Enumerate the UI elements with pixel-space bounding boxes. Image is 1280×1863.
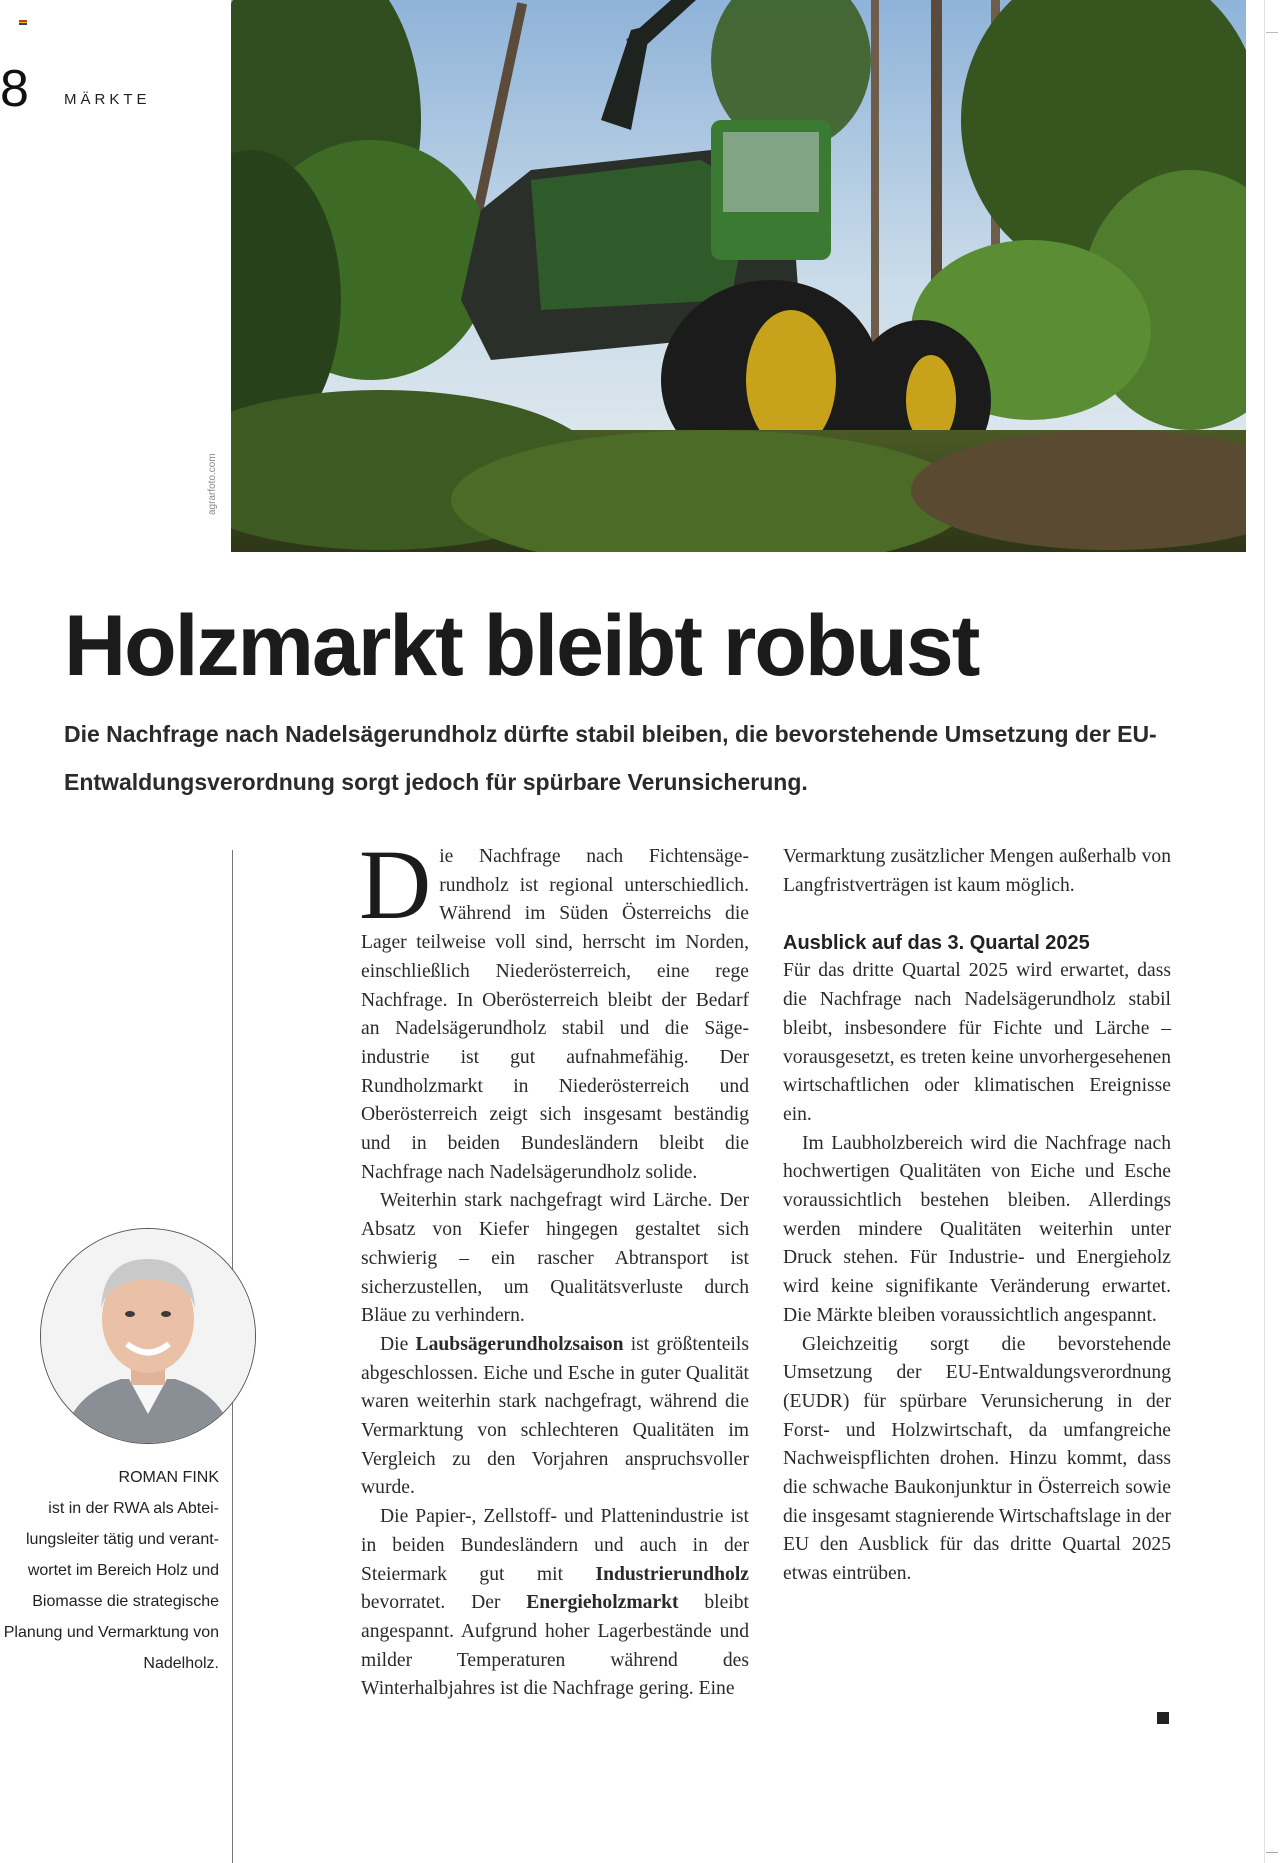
page-number: 8 (0, 60, 29, 118)
article-column-2 (783, 843, 1171, 1589)
drop-cap: D (359, 829, 432, 940)
article-paragraph: Die Laubsägerundholzsaison ist größtenteils abgeschlossen. Eiche und Esche in guter Qualität waren weiterhin stark nachgefragt, während die Vermarktung von schlechteren Qualitäten im Vergleich zu den Vorjahren anspruchsvoller wurde. (361, 1333, 749, 1499)
page-edge (1264, 0, 1265, 1863)
article-paragraph: Die Papier-, Zellstoff- und Plattenindustrie ist in beiden Bundesländern und auch in der Steiermark gut mit Industrierundholz bevorratet. Der Energieholzmarkt bleibt angespannt. Aufgrund hoher Lagerbestände und milder Temperaturen während des Winterhalbjahres ist die Nachfrage gering. Eine (361, 1506, 749, 1700)
author-name: ROMAN FINK (118, 1469, 219, 1486)
flag-icon (19, 20, 27, 25)
article-column-1 (359, 829, 749, 1704)
section-label: MÄRKTE (64, 91, 151, 108)
person-avatar-icon (41, 1229, 255, 1443)
article-paragraph: Gleichzeitig sorgt die bevorstehende Umsetzung der EU-Entwaldungsverordnung (EUDR) für spürbare Verunsicherung in der Forst- und Holzwirtschaft, da umfangreiche Nachweispflichten drohen. Hinzu kommt, dass die schwache Baukonjunktur in Österreich sowie die insgesamt stagnierende Wirtschaftslage in der EU den Ausblick für das dritte Quartal 2025 etwas eintrüben. (783, 1333, 1171, 1585)
photo-credit: agrarfoto.com (207, 453, 218, 515)
section-subhead: Ausblick auf das 3. Quartal 2025 (783, 932, 1090, 955)
hero-image (231, 0, 1246, 552)
article-paragraph: Weiterhin stark nachgefragt wird Lärche. Der Absatz von Kiefer hingegen gestaltet sich schwierig – ein rascher Abtransport ist sicherzustellen, um Qualitätsverluste durch Bläue zu verhindern. (361, 1190, 749, 1327)
end-of-article-icon (1157, 1712, 1169, 1724)
article-headline: Holzmarkt bleibt robust (64, 598, 979, 694)
author-description: ist in der RWA als Abteilungsleiter tätig und verantwortet im Bereich Holz und Biomasse die strategische Planung und Vermarktung von Nadelholz. (3, 1500, 219, 1672)
author-bio (0, 1462, 219, 1679)
crop-mark (1266, 1852, 1278, 1853)
forestry-harvester-image (231, 0, 1246, 552)
author-portrait (40, 1228, 256, 1444)
article-lead: Die Nachfrage nach Nadelsägerundholz dürfte stabil bleiben, die bevorstehende Umsetzung der EU-Entwaldungsverordnung sorgt jedoch für spürbare Verunsicherung. (64, 721, 1157, 795)
article-paragraph: Für das dritte Quartal 2025 wird erwartet, dass die Nachfrage nach Nadelsägerundholz stabil bleibt, insbesondere für Fichte und Lärche – vorausgesetzt, es treten keine unvorhergesehenen wirtschaftlichen oder klimatischen Ereignisse ein. (783, 960, 1171, 1125)
article-paragraph: Im Laubholzbereich wird die Nachfrage nach hochwertigen Qualitäten von Eiche und Esche voraussichtlich bestehen bleiben. Allerdings werden mindere Qualitäten weiterhin unter Druck stehen. Für Industrie- und Energieholz wird keine signifikante Veränderung erwartet. Die Märkte bleiben voraussichtlich angespannt. (783, 1132, 1171, 1326)
article-paragraph: Die Nachfrage nach Fichtensägerundholz ist regional unterschiedlich. Während im Süden Österreichs die Lager teilweise voll sind, herrscht im Norden, einschließlich Niederösterreich, eine rege Nachfrage. In Oberösterreich bleibt der Bedarf an Nadelsägerundholz stabil und die Sägeindustrie ist gut aufnahmefähig. Der Rundholzmarkt in Niederösterreich und Oberösterreich zeigt sich insgesamt beständig und in beiden Bundesländern bleibt die Nachfrage nach Nadelsägerundholz solide. (359, 829, 749, 1183)
crop-mark (1266, 32, 1278, 33)
article-paragraph-continued: Vermarktung zusätzlicher Mengen außerhalb von Langfristverträgen ist kaum möglich. (783, 846, 1171, 896)
